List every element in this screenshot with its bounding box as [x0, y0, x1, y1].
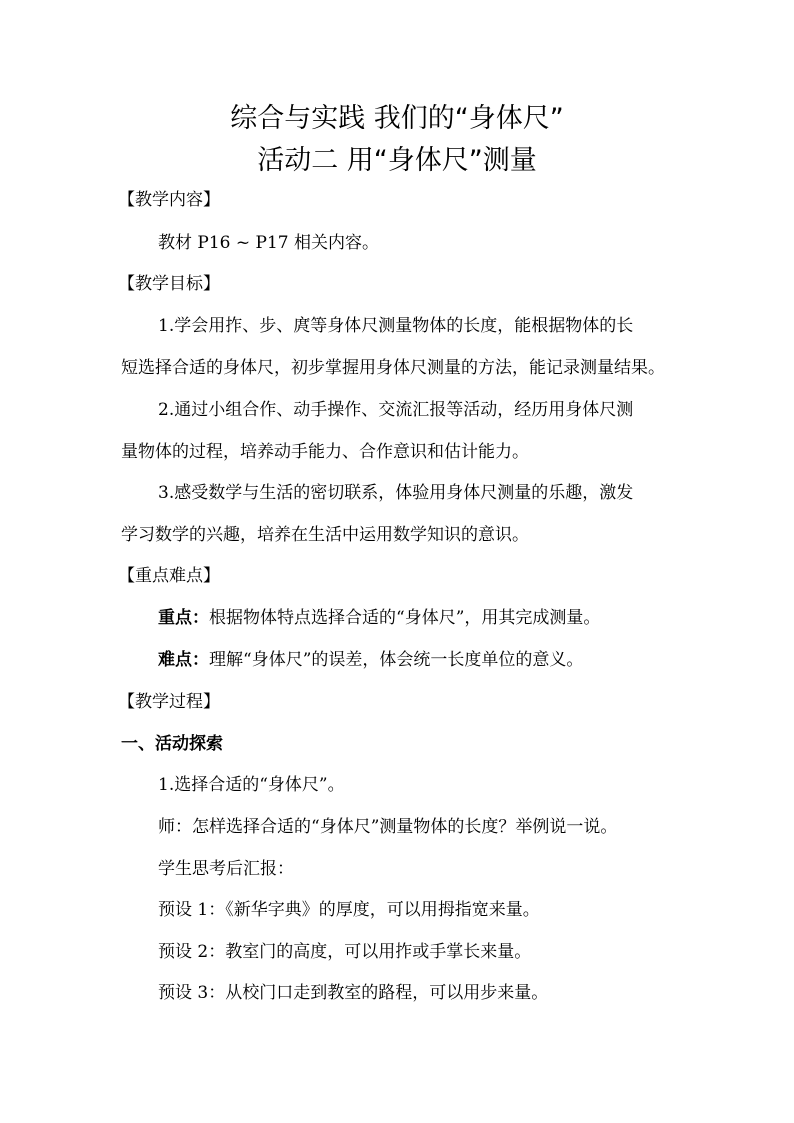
- teaching-content-heading: 【教学内容】: [118, 190, 220, 210]
- goal-1-line-1: 1.学会用拃、步、庹等身体尺测量物体的长度，能根据物体的长: [158, 316, 634, 336]
- key-point-text: 根据物体特点选择合适的“身体尺”，用其完成测量。: [209, 608, 601, 628]
- key-point-line: [158, 606, 600, 630]
- step-1-text: 1.选择合适的“身体尺”。: [158, 775, 345, 795]
- preset-2: 预设 2：教室门的高度，可以用拃或手掌长来量。: [158, 942, 532, 962]
- teaching-goals-heading: 【教学目标】: [118, 274, 220, 294]
- difficulty-text: 理解“身体尺”的误差，体会统一长度单位的意义。: [209, 650, 584, 670]
- preset-1: 预设 1：《新华字典》的厚度，可以用拇指宽来量。: [158, 900, 540, 920]
- teaching-process-heading: 【教学过程】: [118, 692, 220, 712]
- key-point-label: 重点：: [158, 608, 209, 628]
- activity-explore-heading: 一、活动探索: [121, 734, 223, 754]
- teacher-question: 师：怎样选择合适的“身体尺”测量物体的长度？举例说一说。: [158, 817, 618, 837]
- document-subtitle: 活动二 用“身体尺”测量: [257, 145, 537, 176]
- key-points-heading: 【重点难点】: [118, 566, 220, 586]
- goal-2-line-1: 2.通过小组合作、动手操作、交流汇报等活动，经历用身体尺测: [158, 400, 634, 420]
- difficulty-label: 难点：: [158, 650, 209, 670]
- difficulty-line: [158, 648, 583, 672]
- goal-3-line-1: 3.感受数学与生活的密切联系，体验用身体尺测量的乐趣，激发: [158, 483, 634, 503]
- goal-1-line-2: 短选择合适的身体尺，初步掌握用身体尺测量的方法，能记录测量结果。: [121, 358, 665, 378]
- student-report: 学生思考后汇报：: [158, 859, 294, 879]
- preset-3: 预设 3：从校门口走到教室的路程，可以用步来量。: [158, 983, 549, 1003]
- goal-3-line-2: 学习数学的兴趣，培养在生活中运用数学知识的意识。: [121, 525, 529, 545]
- goal-2-line-2: 量物体的过程，培养动手能力、合作意识和估计能力。: [121, 442, 529, 462]
- teaching-content-text: 教材 P16 ~ P17 相关内容。: [158, 233, 379, 253]
- document-title: 综合与实践 我们的“身体尺”: [230, 103, 564, 134]
